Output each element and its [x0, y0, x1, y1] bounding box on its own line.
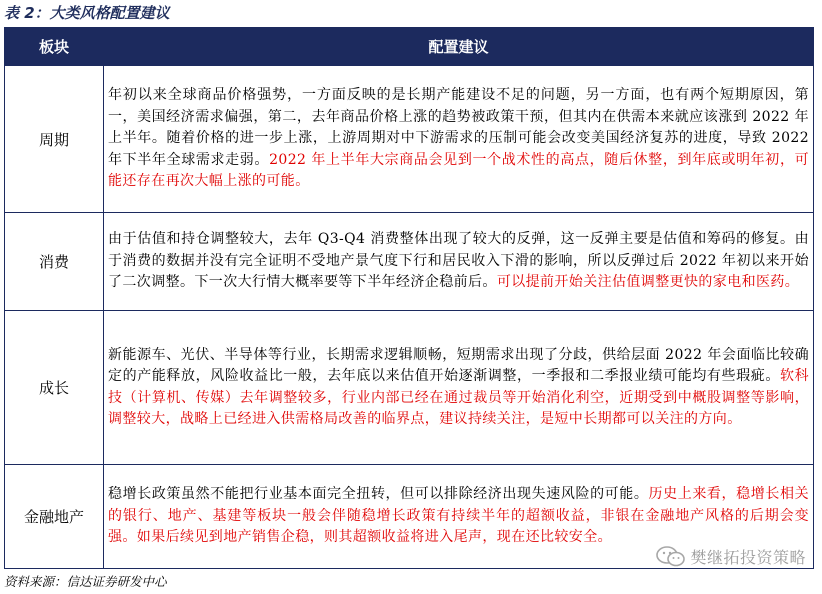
advice-text: 由于估值和持仓调整较大，去年 Q3-Q4 消费整体出现了较大的反弹，这一反弹主要是估值和筹码的修复。由于消费的数据并没有完全证明不受地产景气度下行和居民收入下滑的影响，所以反弹过后 2022 年初以来开始了二次调整。下一次大行情大概率要等下半年经济企稳前后。 [108, 231, 809, 291]
table-row [5, 311, 814, 465]
allocation-table-frame [4, 27, 814, 569]
watermark-text: 樊继拓投资策略 [690, 548, 806, 567]
table-row [5, 213, 814, 311]
row-sector-cyclical: 周期 [5, 66, 104, 213]
advice-highlight: 可以提前开始关注估值调整更快的家电和医药。 [496, 274, 800, 291]
watermark [656, 545, 806, 568]
advice-highlight: 历史上来看，稳增长相关的银行、地产、基建等板块一般会伴随稳增长政策有持续半年的超额收益，非银在金融地产风格的后期会变强。如果后续见到地产销售企稳，则其超额收益将进入尾声，现在还比较安全。 [108, 486, 809, 546]
row-advice-growth [104, 311, 814, 465]
header-sector: 板块 [5, 28, 104, 66]
advice-highlight: 软科技（计算机、传媒）去年调整较多，行业内部已经在通过裁员等开始消化利空，近期受到中概股调整等影响，调整较大，战略上已经进入供需格局改善的临界点，建议持续关注，是短中长期都可以关注的方向。 [108, 368, 809, 427]
row-advice-consumer [104, 213, 814, 311]
row-sector-growth: 成长 [5, 311, 104, 465]
wechat-icon [656, 546, 686, 568]
table-header-row [5, 28, 814, 66]
row-sector-consumer: 消费 [5, 213, 104, 311]
table-row [5, 66, 814, 213]
source-note: 资料来源：信达证券研发中心 [4, 574, 167, 589]
header-advice: 配置建议 [104, 28, 814, 66]
row-sector-finance-realestate: 金融地产 [5, 465, 104, 569]
advice-text: 稳增长政策虽然不能把行业基本面完全扭转，但可以排除经济出现失速风险的可能。 [108, 486, 649, 503]
advice-text: 年初以来全球商品价格强势，一方面反映的是长期产能建设不足的问题，另一方面，也有两个短期原因，第一，美国经济需求偏强，第二，去年商品价格上涨的趋势被政策干预，但其内在供需本来就应该涨到 2022 年上半年。随着价格的进一步上涨，上游周期对中下游需求的压制可能会改变美国经济复苏的进度，导致 2022 年下半年全球需求走弱。 [108, 87, 809, 168]
table-title: 表 2：大类风格配置建议 [4, 4, 170, 22]
advice-text: 新能源车、光伏、半导体等行业，长期需求逻辑顺畅，短期需求出现了分歧，供给层面 2022 年会面临比较确定的产能释放，风险收益比一般，去年底以来估值开始逐渐调整，一季报和二季报业绩可能均有些瑕疵。 [108, 346, 809, 384]
row-advice-cyclical [104, 66, 814, 213]
allocation-table [4, 27, 814, 569]
advice-highlight: 2022 年上半年大宗商品会见到一个战术性的高点，随后休整，到年底或明年初，可能还存在再次大幅上涨的可能。 [108, 151, 809, 190]
